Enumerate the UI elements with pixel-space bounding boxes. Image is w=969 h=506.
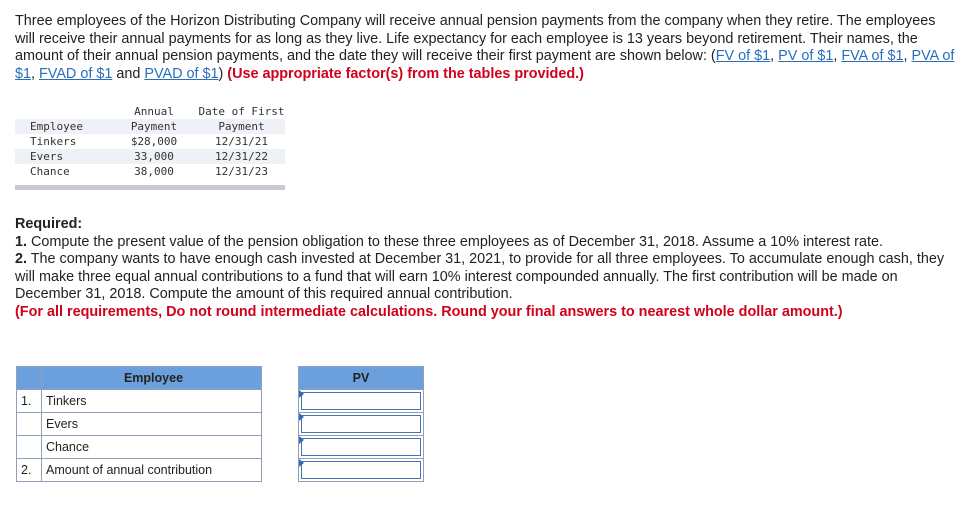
header-employee: Employee [15, 119, 110, 134]
close-paren: ) [218, 65, 228, 82]
and-text: and [112, 65, 145, 82]
annual-payment: 33,000 [110, 149, 198, 164]
required-section [15, 216, 960, 321]
sep: , [31, 65, 40, 82]
answer-row [17, 436, 424, 459]
item2-number: 2. [15, 251, 28, 267]
answer-row [17, 459, 424, 482]
row-label: Evers [42, 413, 262, 436]
chance-pv-input[interactable] [301, 438, 421, 456]
pv-link[interactable]: PV of $1 [778, 48, 834, 64]
first-payment-date: 12/31/22 [198, 149, 285, 164]
row-label: Amount of annual contribution [42, 459, 262, 482]
cell-marker-icon [299, 459, 304, 467]
answer-row [17, 390, 424, 413]
header-date-of-first: Date of First [198, 105, 285, 118]
rounding-note: (For all requirements, Do not round intermediate calculations. Round your final answers to nearest whole dollar amount.) [15, 303, 843, 320]
table-bottom-bar [15, 185, 285, 190]
employee-name: Evers [15, 149, 110, 164]
first-payment-date: 12/31/23 [215, 165, 268, 178]
spacer [262, 436, 299, 459]
table-row [15, 134, 285, 149]
header-num-cell [17, 367, 42, 390]
first-payment-date: 12/31/21 [215, 135, 268, 148]
sep: , [903, 48, 912, 64]
spacer [262, 459, 299, 482]
row-number [17, 413, 42, 436]
table-row [15, 149, 285, 164]
pension-table [15, 104, 285, 190]
annual-payment: $28,000 [130, 135, 178, 148]
pvad-link[interactable]: PVAD of $1 [144, 65, 219, 82]
evers-pv-input[interactable] [301, 415, 421, 433]
spacer [262, 390, 299, 413]
factor-instruction: (Use appropriate factor(s) from the tables provided.) [227, 65, 584, 82]
row-number: 2. [17, 459, 42, 482]
annual-contribution-input[interactable] [301, 461, 421, 479]
row-number [17, 436, 42, 459]
fvad-link[interactable]: FVAD of $1 [39, 65, 113, 82]
row-number: 1. [17, 390, 42, 413]
sep: , [833, 48, 842, 64]
table-row [15, 164, 285, 179]
problem-intro [15, 13, 955, 83]
header-payment-date: Payment [198, 119, 285, 134]
sep: , [770, 48, 779, 64]
header-payment: Payment [110, 119, 198, 134]
employee-name: Tinkers [30, 135, 77, 148]
row-label: Tinkers [42, 390, 262, 413]
employee-name: Chance [30, 165, 70, 178]
fv-link[interactable]: FV of $1 [715, 48, 771, 64]
spacer [262, 413, 299, 436]
answer-table [16, 366, 424, 482]
required-heading: Required: [15, 216, 83, 232]
employee-column-header: Employee [42, 367, 262, 390]
item1-number: 1. [15, 233, 28, 250]
pv-column-header: PV [299, 367, 424, 390]
header-annual: Annual [134, 105, 174, 118]
pva-link[interactable]: PVA of $1 [15, 48, 955, 82]
fva-link[interactable]: FVA of $1 [841, 48, 904, 64]
annual-payment: 38,000 [134, 165, 174, 178]
answer-row [17, 413, 424, 436]
row-label: Chance [42, 436, 262, 459]
cell-marker-icon [299, 436, 304, 444]
cell-marker-icon [299, 390, 304, 398]
item2-text: The company wants to have enough cash invested at December 31, 2021, to provide for all three employees. To accumulate enough cash, they will make three equal annual contributions to a fund that will earn 10% interest compounded annually. The first contribution will be made on December 31, 2018. Compute the amount of this required annual contribution. [15, 251, 945, 302]
tinkers-pv-input[interactable] [301, 392, 421, 410]
spacer [262, 367, 299, 390]
item1-text: Compute the present value of the pension obligation to these three employees as of December 31, 2018. Assume a 10% interest rate. [27, 233, 883, 250]
intro-text: Three employees of the Horizon Distributing Company will receive annual pension payments from the company when they retire. The employees will receive their annual payments for as long as they live. Life expectancy for each employee is 13 years beyond retirement. Their names, the amount of their annual pension payments, and the date they will receive their first payment are shown below: ( [15, 13, 936, 64]
cell-marker-icon [299, 413, 304, 421]
